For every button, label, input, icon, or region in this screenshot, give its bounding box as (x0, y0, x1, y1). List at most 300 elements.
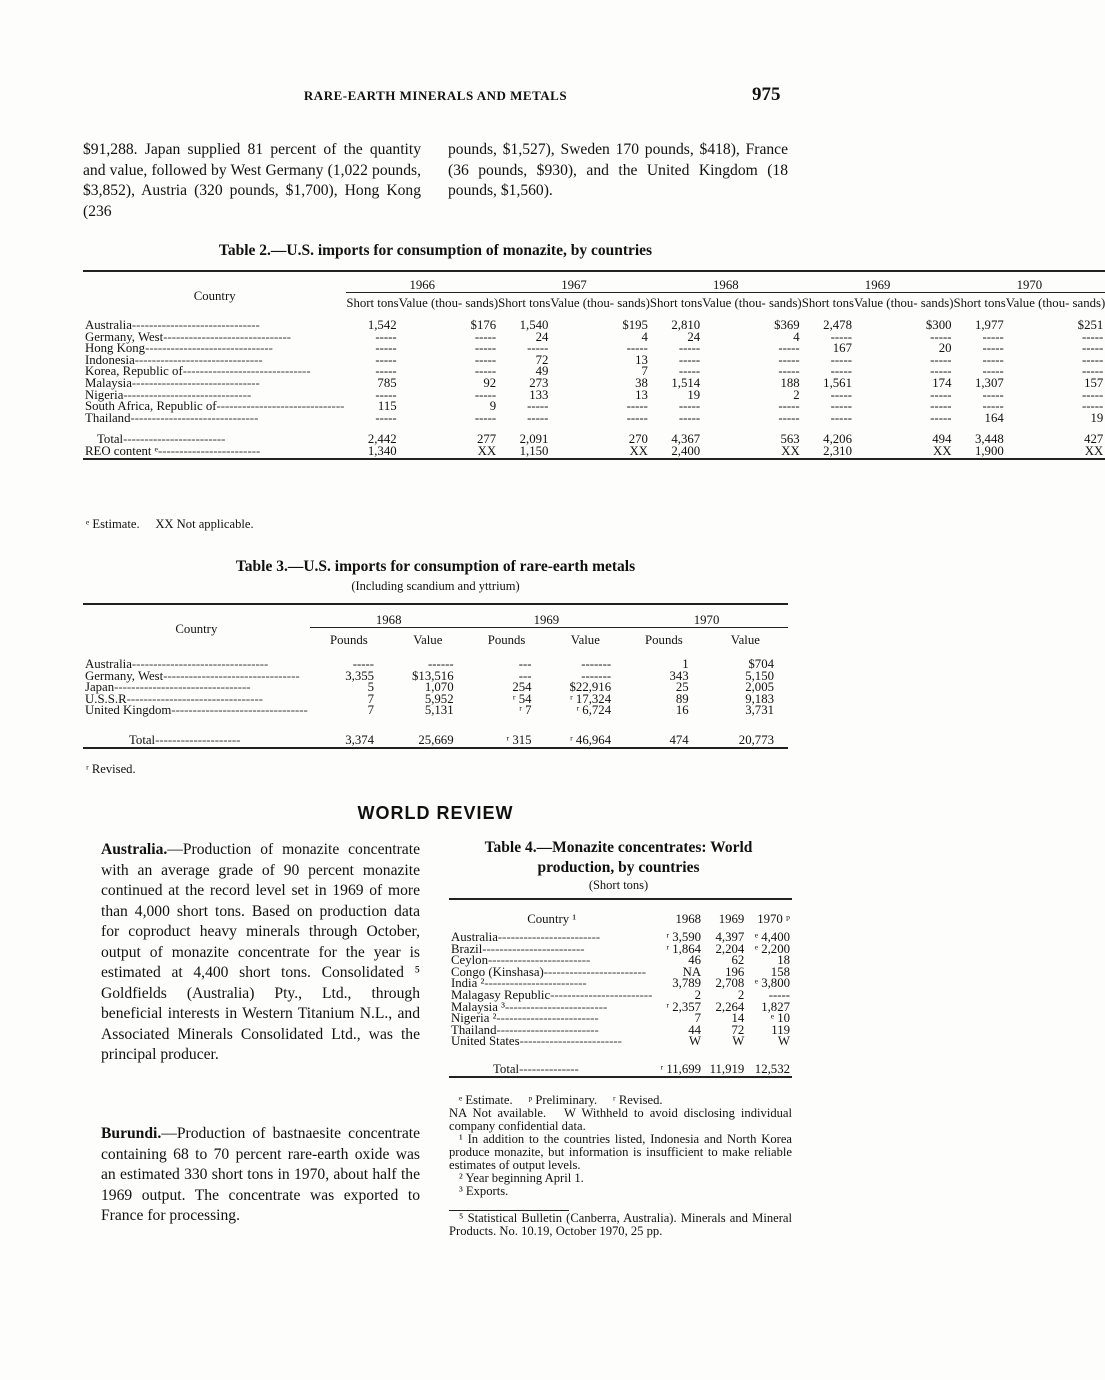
table2-footnote: ᵉ Estimate. XX Not applicable. (86, 517, 254, 531)
table-cell: ----- (830, 329, 852, 344)
intro-left-column: $91,288. Japan supplied 81 percent of the quantity and value, followed by West Germany (1,022 pounds, $3,852), Austria (320 pounds, $1,700), Hong Kong (236 (83, 141, 421, 220)
table-cell: ------- (581, 657, 612, 671)
table3-year-header: 1970 (625, 604, 788, 628)
row-label-text: United States (451, 1034, 520, 1049)
dot-leader: ------------------------------ (163, 329, 292, 344)
table-cell: 7 (694, 1011, 702, 1026)
table-cell: ----- (678, 399, 701, 414)
table-cell: 4,397 (715, 930, 745, 944)
table-cell: ----- (1081, 399, 1104, 414)
row-label-text: Nigeria (85, 387, 124, 402)
table4-header: 1969 (718, 912, 745, 926)
table3-title: Table 3.—U.S. imports for consumption of rare-earth metals (235, 558, 636, 575)
table-cell: 2,708 (715, 976, 745, 991)
row-label-text: Ceylon (451, 953, 488, 968)
table-cell: 3,355 (345, 668, 375, 683)
table-cell: ----- (830, 410, 852, 425)
table2-country-header: Country (193, 289, 236, 303)
dot-leader: -------------------------------- (171, 703, 308, 718)
table-cell: ----- (778, 399, 800, 414)
table-cell: NA (682, 964, 702, 979)
table-cell: ʳ 17,324 (569, 691, 612, 706)
dot-leader: ------------------------ (496, 1011, 599, 1026)
table-row (83, 705, 788, 722)
table-cell: ----- (1081, 352, 1104, 367)
table-cell: 115 (377, 399, 397, 414)
table-cell: ----- (930, 399, 952, 414)
table-cell: 1,827 (761, 999, 790, 1014)
table-cell: ᵉ 2,200 (754, 941, 790, 956)
table-cell: 2,091 (519, 432, 549, 447)
dot-leader: ------------------------------ (134, 352, 263, 367)
table-cell: 13 (635, 387, 648, 402)
dot-leader: -------------------------------- (163, 668, 300, 683)
table2-subheader-short-tons: Short tons (346, 296, 399, 310)
table-cell: 1,542 (367, 318, 397, 332)
table-cell: 1 (682, 657, 689, 671)
table-cell: ----- (626, 341, 648, 356)
table-cell: ----- (474, 364, 497, 379)
table-cell: 1,561 (823, 375, 852, 390)
row-label (83, 443, 346, 459)
table-cell: 7 (367, 703, 375, 718)
table-cell: ----- (375, 341, 397, 356)
table-row (83, 413, 1105, 430)
table-cell: W (688, 1034, 702, 1049)
dot-leader: -------------------------------- (126, 691, 263, 706)
row-label-text: Australia (85, 657, 132, 671)
table-cell: ----- (778, 410, 800, 425)
table-cell: 4,367 (671, 432, 701, 447)
table2-year-header: 1968 (650, 271, 802, 293)
table3-footnote: ʳ Revised. (86, 762, 136, 776)
table-cell: 2,478 (823, 318, 852, 332)
table-cell: ----- (527, 410, 549, 425)
table-cell: ʳ 6,724 (576, 703, 612, 718)
table3-year-header: 1969 (468, 604, 626, 628)
table-cell: 2 (793, 387, 800, 402)
table3-subheader-pounds: Pounds (330, 633, 368, 647)
table-cell: $369 (774, 318, 800, 332)
table-cell: ----- (375, 387, 397, 402)
table-cell: ----- (830, 364, 852, 379)
table2-title: Table 2.—U.S. imports for consumption of monazite, by countries (218, 242, 653, 259)
row-label-text: Thailand (85, 410, 131, 425)
table-cell: 277 (476, 432, 497, 447)
dot-leader: -------------- (519, 1062, 579, 1077)
row-label-text: India ² (451, 976, 485, 991)
row-label-text: Thailand (451, 1022, 497, 1037)
table-cell: ----- (830, 387, 852, 402)
table-cell: --- (518, 657, 532, 671)
table-cell: 72 (535, 352, 549, 367)
table-cell: 2,204 (715, 941, 745, 956)
table4-subtitle: (Short tons) (588, 878, 649, 892)
row-label-text: Australia (85, 318, 132, 332)
dot-leader: ------------------------ (482, 941, 585, 956)
table-cell: XX (629, 443, 648, 458)
row-label-text: Japan (85, 680, 115, 695)
table-row (449, 1036, 792, 1052)
table-cell: ----- (474, 352, 497, 367)
table4-note: ᵉ Estimate. ᵖ Preliminary. ʳ Revised. (459, 1093, 663, 1107)
table-cell: 20 (938, 341, 952, 356)
dot-leader: ------------------------------ (145, 341, 273, 356)
table-cell: 5,952 (424, 691, 454, 706)
table-cell: 4,206 (823, 432, 852, 447)
table-cell: ʳ 1,864 (666, 941, 702, 956)
table2-subheader-short-tons: Short tons (649, 296, 703, 310)
row-label (449, 1052, 654, 1077)
table-cell: ----- (982, 352, 1004, 367)
table3-subheader-pounds: Pounds (645, 633, 683, 647)
table-cell: ----- (375, 364, 397, 379)
table-cell: 46 (688, 953, 702, 968)
dot-leader: ------------------------ (496, 1022, 599, 1037)
table-cell: 2,005 (745, 680, 774, 695)
table-cell: ----- (982, 329, 1004, 344)
table-cell: 427 (1084, 432, 1104, 447)
row-label-text: Malaysia (85, 375, 132, 390)
table-cell: XX (477, 443, 497, 458)
table2-year-header: 1967 (498, 271, 650, 293)
table-cell: ----- (375, 352, 397, 367)
dot-leader: -------------------------------- (114, 680, 251, 695)
australia-text: —Production of monazite concentrate with an average grade of 90 percent monazite continued at the record level set in 1969 of more than 4,000 short tons. Based on production data for coproduct heavy minerals through October, output of monazite concentrate for the year is estimated at 4,400 short tons. Consolidated ⁵ Goldfields (Australia) Pty., Ltd., through beneficial interests in Western Titanium N.L., and Associated Minerals Consolidated Ltd., was the principal producer. (101, 841, 420, 1063)
dot-leader: ------------------------ (550, 987, 653, 1002)
table4 (449, 898, 792, 1078)
table4-header: 1970 ᵖ (757, 912, 790, 926)
table-cell: 1,514 (671, 375, 701, 390)
table-cell: 9 (489, 399, 497, 414)
table3-subheader-value: Value (570, 633, 600, 647)
table-cell: ----- (982, 387, 1004, 402)
table-cell: ----- (474, 410, 497, 425)
table3-subheader-pounds: Pounds (487, 633, 526, 647)
table-cell: 9,183 (745, 691, 774, 706)
table-cell: ----- (626, 399, 648, 414)
table-cell: 62 (731, 953, 745, 968)
table-cell: ----- (778, 341, 800, 356)
table-cell: ----- (930, 329, 952, 344)
total-row (449, 1052, 792, 1077)
table3-subheader-value: Value (413, 633, 443, 647)
table3 (83, 603, 788, 749)
table-cell: 119 (771, 1022, 790, 1037)
table-cell: ----- (527, 341, 549, 356)
table-cell: 196 (725, 964, 745, 979)
total-row (83, 446, 1105, 459)
row-label-text: Malaysia ³ (451, 999, 505, 1014)
row-label-text: Brazil (451, 941, 483, 956)
table-cell: ----- (678, 352, 701, 367)
table3-year-header: 1968 (310, 604, 468, 628)
row-label-text: Australia (451, 930, 498, 944)
table3-subheader-value: Value (730, 633, 760, 647)
table-cell: W (777, 1034, 790, 1049)
table-cell: ᵉ 10 (770, 1011, 790, 1026)
row-label-text: Korea, Republic of (85, 364, 183, 379)
dot-leader: ------------------------------ (123, 387, 252, 402)
table-cell: ----- (982, 341, 1004, 356)
row-label-text: U.S.S.R (85, 691, 127, 706)
row-label-text: Germany, West (85, 329, 164, 344)
source-footnote: ⁵ Statistical Bulletin (Canberra, Australia). Minerals and Mineral Products. No. 10.19, October 1970, 25 pp. (449, 1211, 792, 1238)
table-cell: ----- (678, 364, 701, 379)
dot-leader: ------------------------------ (131, 318, 260, 332)
table-cell: 2,810 (671, 318, 701, 332)
table4-title: Table 4.—Monazite concentrates: World production, by countries (484, 839, 753, 876)
table-cell: 25,669 (418, 733, 454, 748)
row-label-text: Total (97, 432, 124, 447)
table-cell: 1,340 (367, 443, 397, 458)
table-cell: ----- (375, 329, 397, 344)
table-cell: 49 (535, 364, 549, 379)
table4-note: ¹ In addition to the countries listed, Indonesia and North Korea produce monazite, but information is insufficient to make reliable estimates of output levels. (449, 1132, 796, 1172)
table-cell: ------- (581, 668, 612, 683)
table-cell: 92 (483, 375, 497, 390)
row-label-text: United Kingdom (85, 703, 172, 718)
table-cell: 5,131 (424, 703, 454, 718)
table-cell: $13,516 (412, 668, 454, 683)
dot-leader: ------------------------ (484, 976, 587, 991)
table-cell: $704 (748, 657, 774, 671)
table3-country-header: Country (175, 621, 218, 636)
table-cell: 158 (770, 964, 790, 979)
table-cell: 3,789 (672, 976, 702, 991)
page-number: 975 (752, 84, 781, 105)
table-cell: 4 (793, 329, 800, 344)
dot-leader: ------------------------ (487, 953, 591, 968)
table-cell: ᵉ 4,400 (754, 930, 790, 944)
row-label (83, 705, 310, 722)
table4-note: ³ Exports. (459, 1184, 509, 1198)
table2-subheader-short-tons: Short tons (801, 296, 854, 310)
table-cell: 1,150 (519, 443, 549, 458)
row-label-text: South Africa, Republic of (85, 399, 217, 414)
table-cell: 1,900 (974, 443, 1004, 458)
table-cell: 13 (635, 352, 648, 367)
table-cell: ----- (678, 410, 701, 425)
table-cell: ----- (930, 352, 952, 367)
table2-subheader-value: Value (thou- sands) (398, 296, 499, 310)
burundi-paragraph (101, 1124, 420, 1227)
table-cell: 5 (367, 680, 375, 695)
table-cell: XX (781, 443, 800, 458)
table-cell: 19 (687, 387, 701, 402)
table2-subheader-value: Value (thou- sands) (702, 296, 802, 310)
table-cell: 254 (512, 680, 532, 695)
table2-subheader-value: Value (thou- sands) (1005, 296, 1105, 310)
row-label (83, 722, 310, 748)
dot-leader: -------------------- (155, 733, 241, 748)
running-head: RARE-EARTH MINERALS AND METALS (303, 88, 568, 103)
table-cell: 38 (635, 375, 648, 390)
table-cell: 2,442 (367, 432, 397, 447)
table-cell: 18 (777, 953, 790, 968)
table-cell: 2,400 (671, 443, 701, 458)
table-cell: 1,977 (974, 318, 1004, 332)
table-cell: 494 (932, 432, 952, 447)
table-cell: ------ (428, 657, 454, 671)
table-cell: ----- (1081, 329, 1104, 344)
row-label-text: Germany, West (85, 668, 164, 683)
table-cell: ----- (1081, 387, 1104, 402)
table-cell: 174 (932, 375, 952, 390)
table4-note: NA Not available. W Withheld to avoid disclosing individual company confidential data. (449, 1106, 796, 1133)
table-cell: 89 (675, 691, 689, 706)
table-cell: 24 (687, 329, 701, 344)
row-label-text: Total (129, 733, 156, 748)
burundi-text: —Production of bastnaesite concentrate containing 68 to 70 percent rare-earth oxide was an estimated 330 short tons in 1970, about half the 1969 output. The concentrate was exported to France for processing. (101, 1125, 420, 1224)
row-label-text: Nigeria ² (451, 1011, 497, 1026)
row-label-text: Total (493, 1062, 520, 1077)
table-cell: 44 (688, 1022, 702, 1037)
table-cell: --- (518, 668, 532, 683)
table-cell: 3,731 (745, 703, 774, 718)
row-label-text: Congo (Kinshasa) (451, 964, 544, 979)
table-cell: 188 (780, 375, 800, 390)
table-cell: ʳ 46,964 (569, 733, 612, 748)
row-label (449, 1036, 654, 1052)
dot-leader: ------------------------ (497, 930, 601, 944)
table-cell: ʳ 11,699 (660, 1062, 702, 1077)
table-cell: 16 (675, 703, 689, 718)
dot-leader: ------------------------------ (216, 399, 345, 414)
table2 (83, 270, 1105, 460)
table-cell: 273 (529, 375, 549, 390)
australia-lead: Australia. (101, 841, 168, 858)
table-cell: 3,448 (974, 432, 1004, 447)
table-cell: 4 (641, 329, 648, 344)
table-cell: 2,310 (823, 443, 852, 458)
table2-year-header: 1970 (953, 271, 1105, 293)
table2-year-header: 1966 (346, 271, 498, 293)
dot-leader: ------------------------ (123, 432, 226, 447)
table-cell: ----- (474, 341, 497, 356)
table-cell: 157 (1084, 375, 1104, 390)
dot-leader: ------------------------ (519, 1034, 622, 1049)
table-cell: 1,540 (519, 318, 549, 332)
intro-right-column: pounds, $1,527), Sweden 170 pounds, $418), France (36 pounds, $930), and the United Kingdom (18 pounds, $1,560). (448, 141, 788, 199)
table-cell: ----- (778, 352, 800, 367)
table-cell: XX (933, 443, 952, 458)
table-cell: 474 (669, 733, 689, 748)
table-cell: 5,150 (745, 668, 774, 683)
table-cell: 19 (1090, 410, 1104, 425)
table-cell: 167 (832, 341, 852, 356)
row-label-text: Malagasy Republic (451, 987, 551, 1002)
total-row (83, 722, 788, 748)
table-cell: ʳ 54 (512, 691, 532, 706)
table-cell: 1,307 (974, 375, 1004, 390)
table-cell: ----- (527, 399, 549, 414)
table-cell: $300 (925, 318, 952, 332)
table-cell: ----- (778, 364, 800, 379)
table4-header: Country ¹ (527, 912, 577, 926)
dot-leader: ------------------------------ (182, 364, 311, 379)
table-cell: ----- (352, 657, 375, 671)
table-cell: ----- (830, 399, 852, 414)
table-cell: 14 (731, 1011, 745, 1026)
dot-leader: ------------------------------ (131, 375, 260, 390)
table2-subheader-short-tons: Short tons (498, 296, 551, 310)
table-cell: ----- (474, 329, 497, 344)
table-cell: ----- (830, 352, 852, 367)
table-cell: 1,070 (424, 680, 454, 695)
table-cell: 25 (675, 680, 689, 695)
table4-note: ² Year beginning April 1. (459, 1171, 584, 1185)
table-cell: $251 (1077, 318, 1104, 332)
table3-subtitle: (Including scandium and yttrium) (351, 579, 520, 593)
table4-notes (449, 1093, 796, 1198)
australia-paragraph (101, 840, 420, 1066)
table-cell: ʳ 315 (506, 733, 532, 748)
table-cell: ----- (626, 410, 648, 425)
table-cell: $22,916 (569, 680, 612, 695)
table-cell: 2,264 (715, 999, 745, 1014)
dot-leader: -------------------------------- (131, 657, 269, 671)
table-cell: 785 (377, 375, 397, 390)
dot-leader: ------------------------ (504, 999, 608, 1014)
row-label (83, 410, 346, 430)
table-cell: ----- (982, 364, 1004, 379)
row-label-text: REO content ᵉ (85, 443, 158, 458)
table2-year-header: 1969 (802, 271, 954, 293)
table-cell: 133 (529, 387, 549, 402)
table-cell: ----- (1081, 364, 1104, 379)
table-cell: ----- (930, 364, 952, 379)
table-cell: 2 (737, 987, 745, 1002)
row-label-text: Indonesia (85, 352, 135, 367)
row-label-text: Hong Kong (85, 341, 146, 356)
table-cell: $195 (622, 318, 648, 332)
table-cell: ʳ 7 (519, 703, 532, 718)
table4-header: 1968 (675, 912, 702, 926)
table-cell: 563 (780, 432, 800, 447)
table-cell: ----- (982, 399, 1004, 414)
table-cell: 24 (535, 329, 549, 344)
table-cell: ----- (678, 341, 701, 356)
table-cell: 343 (669, 668, 689, 683)
table-cell: ----- (930, 410, 952, 425)
table-cell: XX (1084, 443, 1104, 458)
table-cell: 7 (641, 364, 648, 379)
dot-leader: ------------------------------ (130, 410, 259, 425)
table-cell: ----- (474, 387, 497, 402)
table2-subheader-short-tons: Short tons (953, 296, 1006, 310)
table2-subheader-value: Value (thou- sands) (853, 296, 954, 310)
table2-subheader-value: Value (thou- sands) (550, 296, 650, 310)
table-cell: 270 (628, 432, 648, 447)
table-cell: 20,773 (738, 733, 774, 748)
table-cell: 7 (367, 691, 375, 706)
section-heading-world-review: WORLD REVIEW (357, 803, 514, 823)
table-cell: ----- (375, 410, 397, 425)
table-cell: 12,532 (754, 1062, 790, 1077)
table-cell: ----- (768, 987, 790, 1002)
table-cell: ʳ 3,590 (666, 930, 702, 944)
table-cell: 164 (984, 410, 1004, 425)
table-cell: 2 (694, 987, 702, 1002)
table-cell: $176 (470, 318, 497, 332)
table-cell: 3,374 (345, 733, 375, 748)
burundi-lead: Burundi. (101, 1125, 162, 1142)
table-cell: ᵉ 3,800 (754, 976, 790, 991)
table-cell: W (732, 1034, 745, 1049)
table-cell: ʳ 2,357 (666, 999, 702, 1014)
table-cell: ----- (930, 387, 952, 402)
